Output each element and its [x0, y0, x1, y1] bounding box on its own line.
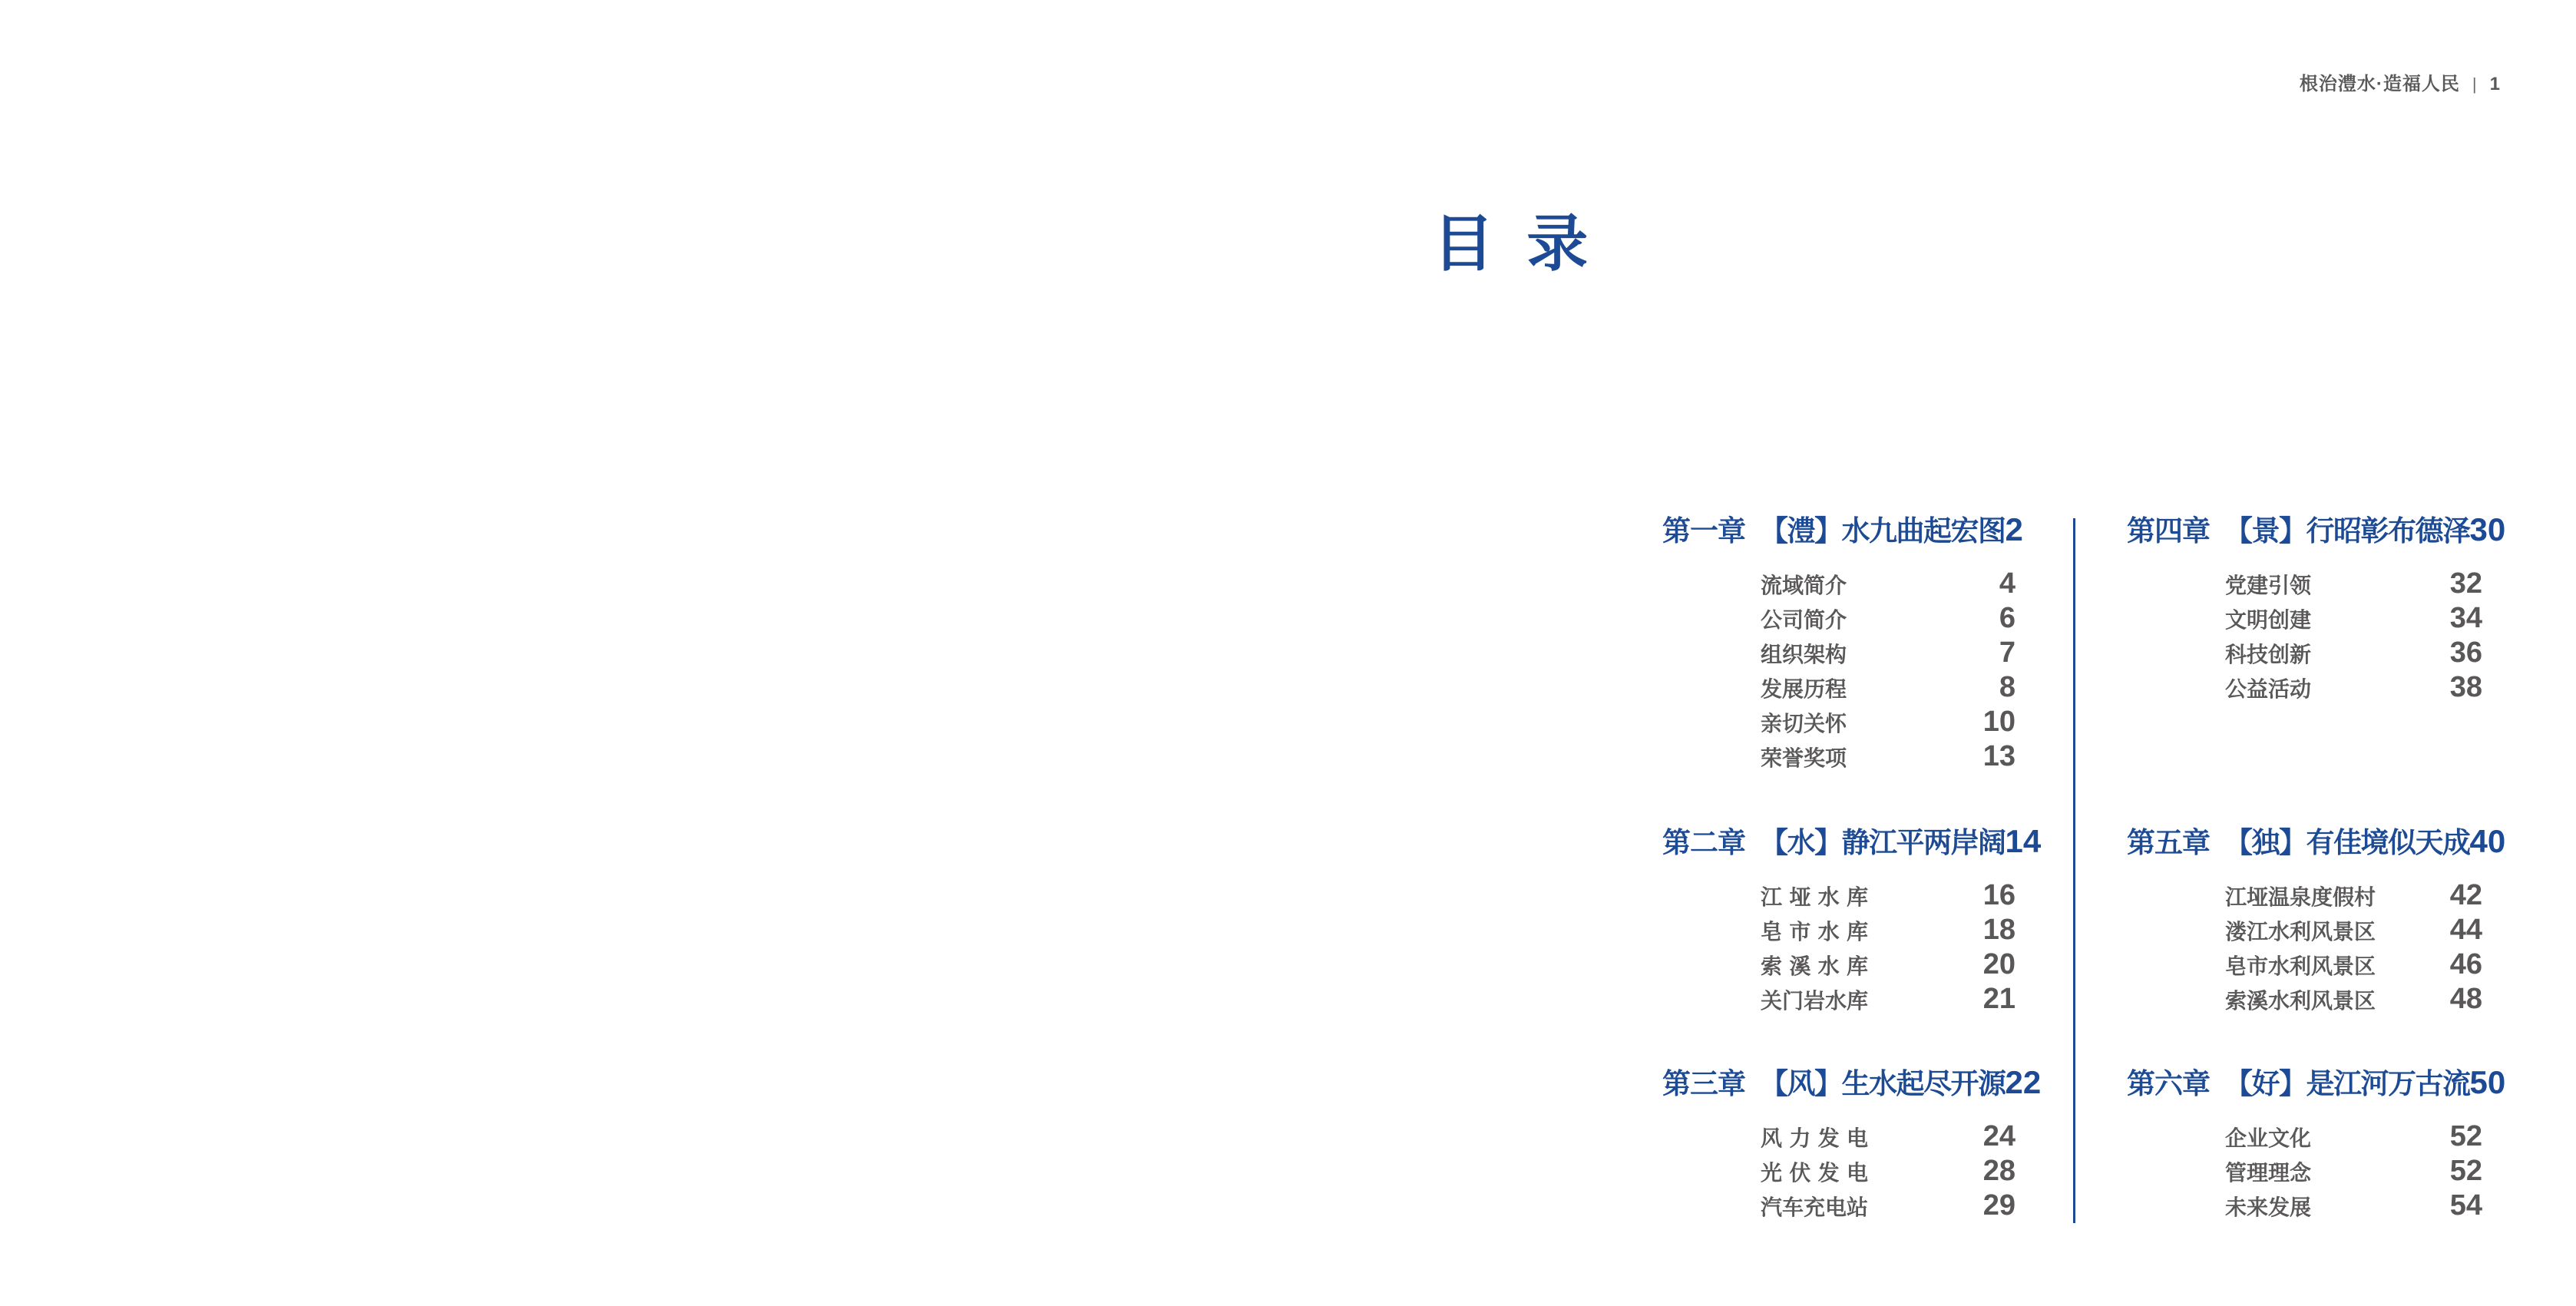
chapter-title: 【好】是江河万古流 [2224, 1068, 2470, 1099]
toc-item-page-number: 4 [1999, 567, 2015, 600]
toc-item [2127, 636, 2482, 670]
column-divider [2073, 518, 2075, 1223]
chapter-block-2 [1662, 823, 2042, 1017]
chapter-block-1 [1662, 511, 2023, 774]
toc-item-label: 企业文化 [2225, 1126, 2312, 1150]
toc-item-label: 光伏发电 [1761, 1161, 1868, 1185]
chapter-heading [2127, 1064, 2506, 1100]
toc-item [2127, 601, 2482, 636]
chapter-items [2127, 1119, 2482, 1223]
toc-item-label: 荣誉奖项 [1761, 746, 1847, 770]
toc-item-page-number: 21 [1982, 983, 2015, 1015]
chapter-label: 第四章 [2127, 515, 2210, 547]
toc-item-page-number: 52 [2449, 1120, 2482, 1152]
toc-item-page-number: 29 [1982, 1189, 2015, 1222]
toc-item-label: 索溪水利风景区 [2225, 989, 2376, 1013]
toc-item [2127, 1189, 2482, 1223]
toc-item-label: 皂市水利风景区 [2225, 954, 2376, 978]
toc-item-label: 江垭温泉度假村 [2225, 885, 2376, 909]
toc-item [1662, 670, 2015, 705]
toc-item-page-number: 42 [2449, 879, 2482, 911]
toc-item [1662, 1189, 2015, 1223]
toc-item [2127, 1119, 2482, 1154]
chapter-items [2127, 878, 2482, 1017]
toc-item [1662, 1119, 2015, 1154]
chapter-label: 第二章 [1662, 827, 1745, 858]
toc-item-page-number: 13 [1982, 740, 2015, 772]
toc-item-label: 文明创建 [2225, 608, 2312, 632]
toc-item [2127, 567, 2482, 601]
toc-item-page-number: 52 [2449, 1155, 2482, 1187]
chapter-page-number: 50 [2469, 1064, 2506, 1100]
toc-item-label: 亲切关怀 [1761, 712, 1847, 736]
toc-item-page-number: 48 [2449, 983, 2482, 1015]
toc-item-page-number: 44 [2449, 914, 2482, 946]
chapter-label: 第六章 [2127, 1068, 2210, 1099]
chapter-label: 第一章 [1662, 515, 1745, 547]
chapter-block-3 [1662, 1064, 2042, 1223]
toc-item [2127, 982, 2482, 1017]
chapter-items [1662, 878, 2015, 1017]
toc-item-label: 组织架构 [1761, 643, 1847, 666]
header-separator: | [2472, 74, 2478, 94]
toc-item [1662, 878, 2015, 913]
chapter-heading [2127, 823, 2506, 859]
chapter-page-number: 30 [2469, 511, 2506, 547]
chapter-block-5 [2127, 823, 2506, 1017]
toc-item-label: 公益活动 [2225, 677, 2312, 701]
toc-item-page-number: 54 [2449, 1189, 2482, 1222]
toc-item [1662, 947, 2015, 982]
toc-item-label: 未来发展 [2225, 1195, 2312, 1219]
toc-item-page-number: 28 [1982, 1155, 2015, 1187]
toc-item-page-number: 10 [1982, 706, 2015, 738]
page-header [2300, 74, 2501, 95]
toc-item [2127, 878, 2482, 913]
toc-item-page-number: 32 [2449, 567, 2482, 600]
toc-item [1662, 705, 2015, 739]
chapter-heading [1662, 823, 2042, 859]
chapter-title: 【景】行昭彰布德泽 [2224, 515, 2470, 547]
toc-item-label: 溇江水利风景区 [2225, 920, 2376, 944]
chapter-title: 【风】生水起尽开源 [1760, 1068, 2006, 1099]
toc-item-page-number: 6 [1999, 602, 2015, 634]
toc-item-label: 风力发电 [1761, 1126, 1868, 1150]
toc-item-page-number: 38 [2449, 671, 2482, 703]
chapter-items [2127, 567, 2482, 705]
chapter-items [1662, 1119, 2015, 1223]
toc-item-page-number: 8 [1999, 671, 2015, 703]
toc-item-label: 索溪水库 [1761, 954, 1868, 978]
toc-item-label: 党建引领 [2225, 574, 2312, 597]
chapter-page-number: 2 [2005, 511, 2023, 547]
toc-item [1662, 601, 2015, 636]
chapter-page-number: 40 [2469, 823, 2506, 859]
chapter-label: 第五章 [2127, 827, 2210, 858]
chapter-page-number: 14 [2005, 823, 2042, 859]
toc-item [1662, 636, 2015, 670]
toc-item [2127, 1154, 2482, 1189]
toc-item-page-number: 18 [1982, 914, 2015, 946]
toc-item-label: 江垭水库 [1761, 885, 1868, 909]
toc-item [1662, 982, 2015, 1017]
toc-item-label: 关门岩水库 [1761, 989, 1869, 1013]
toc-item [1662, 739, 2015, 774]
toc-item-label: 流域简介 [1761, 574, 1847, 597]
toc-item-page-number: 36 [2449, 636, 2482, 669]
toc-item [2127, 913, 2482, 947]
toc-item-page-number: 20 [1982, 948, 2015, 980]
header-page-number: 1 [2489, 74, 2501, 94]
chapter-block-6 [2127, 1064, 2506, 1223]
toc-item-label: 科技创新 [2225, 643, 2312, 666]
toc-item-label: 公司简介 [1761, 608, 1847, 632]
chapter-heading [1662, 1064, 2042, 1100]
chapter-title: 【澧】水九曲起宏图 [1760, 515, 2006, 547]
toc-item-page-number: 16 [1982, 879, 2015, 911]
toc-item-label: 发展历程 [1761, 677, 1847, 701]
toc-item-label: 皂市水库 [1761, 920, 1868, 944]
toc-item-page-number: 24 [1982, 1120, 2015, 1152]
chapter-heading [2127, 511, 2506, 547]
toc-item-page-number: 46 [2449, 948, 2482, 980]
header-slogan: 根治澧水·造福人民 [2299, 74, 2460, 94]
chapter-page-number: 22 [2005, 1064, 2042, 1100]
toc-item [2127, 947, 2482, 982]
chapter-items [1662, 567, 2015, 774]
toc-item [1662, 913, 2015, 947]
chapter-block-4 [2127, 511, 2506, 705]
chapter-title: 【独】有佳境似天成 [2224, 827, 2470, 858]
chapter-heading [1662, 511, 2023, 547]
toc-item [1662, 1154, 2015, 1189]
chapter-label: 第三章 [1662, 1068, 1745, 1099]
toc-item-page-number: 34 [2449, 602, 2482, 634]
chapter-title: 【水】静江平两岸阔 [1760, 827, 2006, 858]
page-title: 目 录 [1433, 209, 1590, 278]
toc-item-label: 管理理念 [2225, 1161, 2312, 1185]
toc-item [1662, 567, 2015, 601]
toc-item-page-number: 7 [1999, 636, 2015, 669]
toc-item-label: 汽车充电站 [1761, 1195, 1869, 1219]
toc-item [2127, 670, 2482, 705]
